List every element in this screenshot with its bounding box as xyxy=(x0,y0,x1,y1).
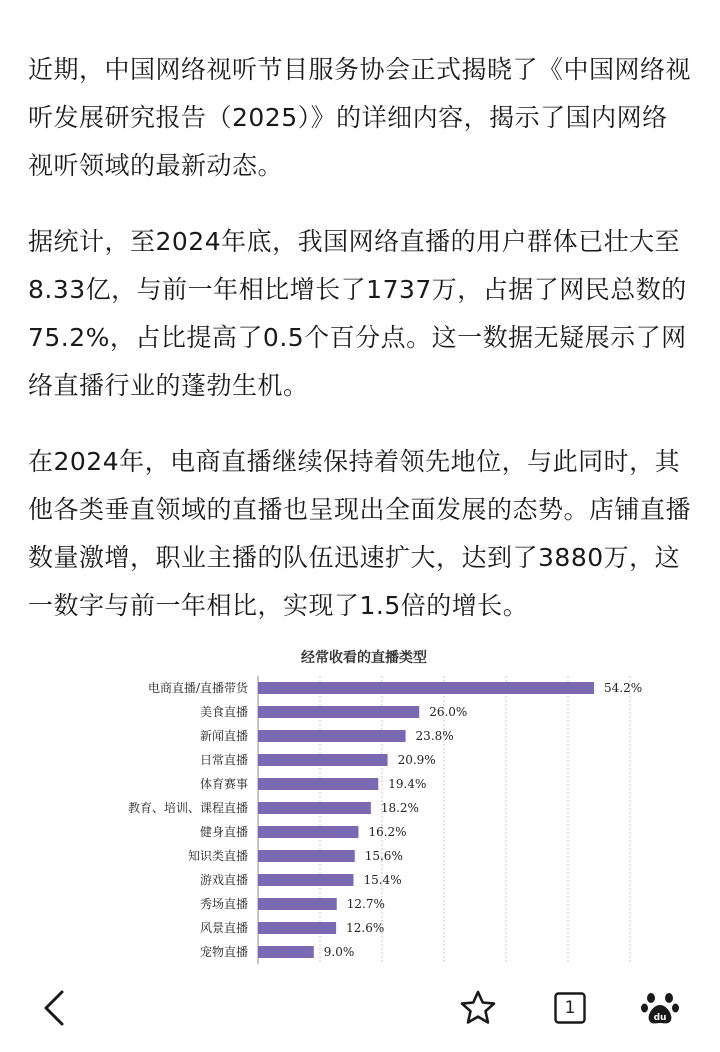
value-label: 12.6% xyxy=(346,921,385,935)
value-label: 16.2% xyxy=(368,825,407,839)
chevron-left-icon xyxy=(36,988,76,1028)
value-label: 20.9% xyxy=(397,753,436,767)
bar xyxy=(258,898,337,910)
favorite-button[interactable] xyxy=(448,978,508,1038)
value-label: 15.4% xyxy=(363,873,402,887)
bar xyxy=(258,754,388,766)
paw-icon xyxy=(640,988,680,1028)
bar xyxy=(258,922,336,934)
category-label: 宠物直播 xyxy=(199,945,248,959)
article-body xyxy=(28,46,692,658)
value-label: 9.0% xyxy=(323,945,355,959)
category-label: 知识类直播 xyxy=(187,849,248,863)
bar xyxy=(258,682,594,694)
category-label: 教育、培训、课程直播 xyxy=(127,801,248,815)
chart-title: 经常收看的直播类型 xyxy=(301,650,427,666)
bar-chart xyxy=(0,640,720,970)
bottom-toolbar xyxy=(0,968,720,1052)
paragraph-3: 在2024年，电商直播继续保持着领先地位，与此同时，其他各类垂直领域的直播也呈现出全面发展的态势。店铺直播数量激增，职业主播的队伍迅速扩大，达到了3880万，这一数字与前一年相比，实现了1.5倍的增长。 xyxy=(28,447,692,620)
star-icon xyxy=(458,988,498,1028)
value-label: 18.2% xyxy=(380,801,419,815)
paragraph-2: 据统计，至2024年底，我国网络直播的用户群体已壮大至8.33亿，与前一年相比增长了1737万，占据了网民总数的75.2%，占比提高了0.5个百分点。这一数据无疑展示了网络直播行业的蓬勃生机。 xyxy=(28,227,687,400)
category-label: 体育赛事 xyxy=(199,777,248,791)
category-label: 电商直播/直播带货 xyxy=(147,681,248,695)
paragraph-1: 近期，中国网络视听节目服务协会正式揭晓了《中国网络视听发展研究报告（2025）》的详细内容，揭示了国内网络视听领域的最新动态。 xyxy=(28,55,692,180)
bar xyxy=(258,946,314,958)
bar xyxy=(258,874,353,886)
bar xyxy=(258,706,419,718)
svg-text:du: du xyxy=(653,1013,667,1023)
category-label: 风景直播 xyxy=(199,921,248,935)
value-label: 19.4% xyxy=(388,777,427,791)
category-label: 秀场直播 xyxy=(199,897,248,911)
category-label: 新闻直播 xyxy=(199,729,248,743)
app-button[interactable] xyxy=(630,978,690,1038)
bar xyxy=(258,802,371,814)
category-label: 美食直播 xyxy=(199,705,248,719)
back-button[interactable] xyxy=(26,978,86,1038)
bar xyxy=(258,778,378,790)
page-count: 1 xyxy=(564,998,576,1018)
value-label: 15.6% xyxy=(364,849,403,863)
value-label: 26.0% xyxy=(429,705,468,719)
category-label: 游戏直播 xyxy=(199,873,248,887)
bar xyxy=(258,850,355,862)
category-label: 日常直播 xyxy=(199,753,248,767)
value-label: 12.7% xyxy=(346,897,385,911)
value-label: 23.8% xyxy=(415,729,454,743)
chart-image xyxy=(0,640,720,970)
category-label: 健身直播 xyxy=(199,825,248,839)
value-label: 54.2% xyxy=(604,681,643,695)
bar xyxy=(258,730,406,742)
bar xyxy=(258,826,358,838)
pages-button[interactable] xyxy=(540,978,600,1038)
